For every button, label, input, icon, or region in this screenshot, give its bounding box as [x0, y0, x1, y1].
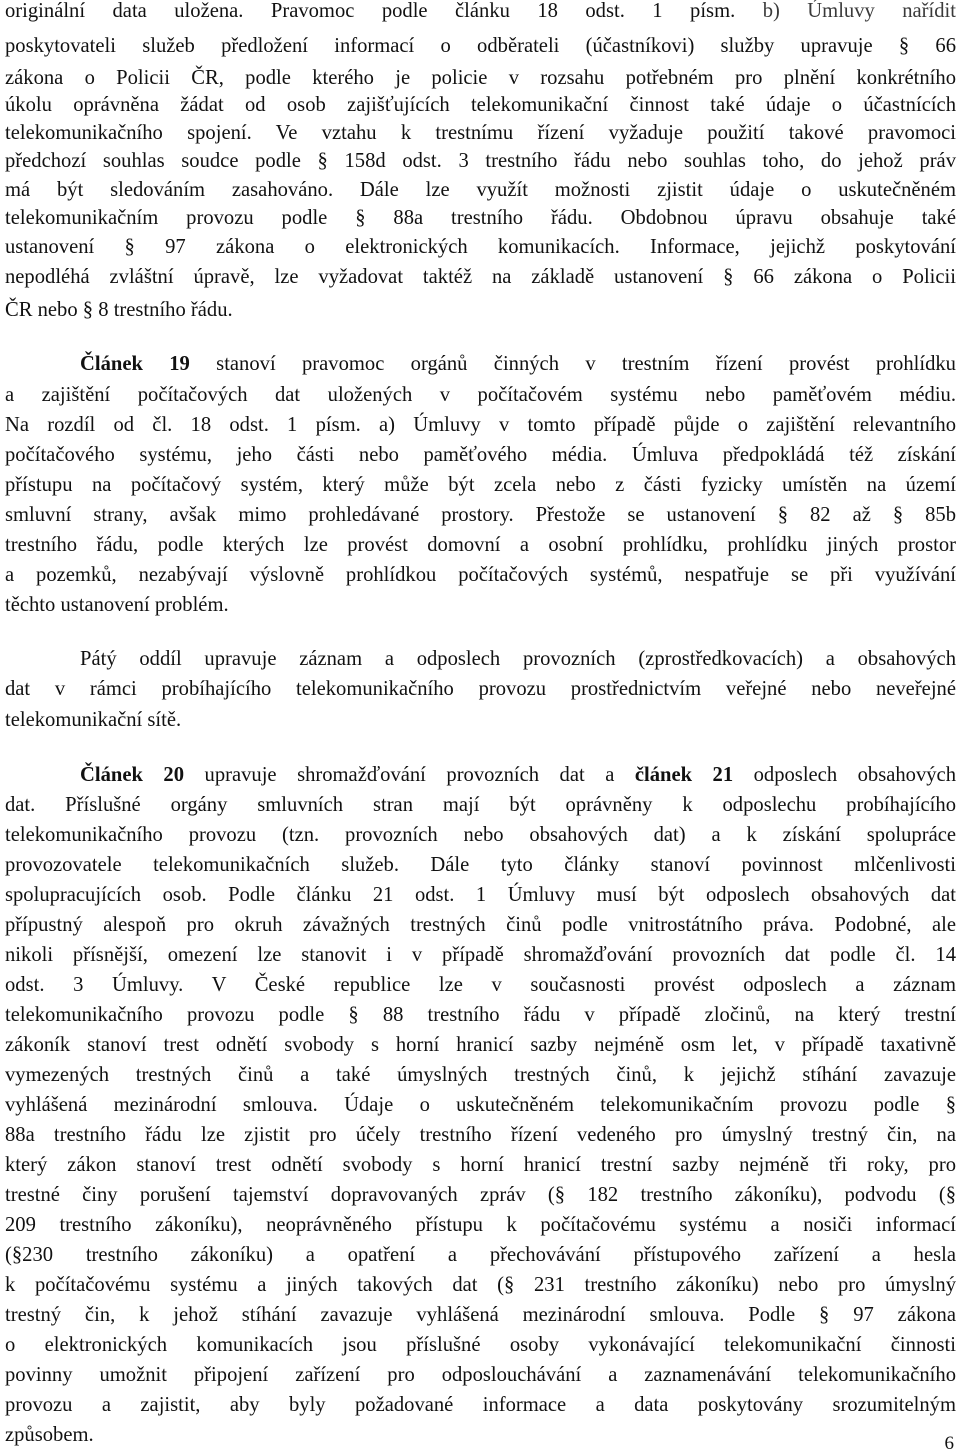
- text-line: zákona o Policii ČR, podle kterého je policie v rozsahu potřebném pro plnění konkrétního: [5, 67, 956, 89]
- text-line: telekomunikačního provozu (tzn. provozních nebo obsahových dat) a k získání spolupráce: [5, 824, 956, 846]
- text-line: vyhlášená mezinárodní smlouva. Údaje o uskutečněném telekomunikačním provozu podle §: [5, 1094, 956, 1116]
- text-line: 209 trestního zákoníku), neoprávněného přístupu k počítačovému systému a nosiči informací: [5, 1214, 956, 1236]
- text-line: ustanovení § 97 zákona o elektronických komunikacích. Informace, jejichž poskytování: [5, 236, 956, 258]
- text-line: přístupu na počítačový systém, který může být zcela nebo z části fyzicky umístěn na území: [5, 474, 956, 496]
- text-line: zákoník stanoví trest odnětí svobody s horní hranicí sazby nejméně osm let, v případě taxativně: [5, 1034, 956, 1056]
- text-line: nikoli přísnější, omezení lze stanovit i v případě shromažďování provozních dat podle čl. 14: [5, 944, 956, 966]
- text-line-dark: originální data uložena. Pravomoc podle článku 18 odst. 1 písm.: [5, 0, 736, 22]
- text-line: předchozí souhlas soudce podle § 158d odst. 3 trestního řádu nebo souhlas toho, do jehož práv: [5, 150, 956, 172]
- text-line: k počítačovému systému a jiných takových dat (§ 231 trestního zákoníku) nebo pro úmyslný: [5, 1274, 956, 1296]
- text-line: dat. Příslušné orgány smluvních stran mají být oprávněny k odposlechu probíhajícího: [5, 794, 956, 816]
- text-line: Pátý oddíl upravuje záznam a odposlech provozních (zprostředkovacích) a obsahových: [80, 648, 956, 670]
- page-number: 6: [944, 1433, 954, 1454]
- text-line: telekomunikačním provozu podle § 88a trestního řádu. Obdobnou úpravu obsahuje také: [5, 207, 956, 229]
- text-line: 88a trestního řádu lze zjistit pro účely trestního řízení vedeného pro úmyslný trestný čin, na: [5, 1124, 956, 1146]
- text-line: o elektronických komunikacích jsou příslušné osoby vykonávající telekomunikační činnosti: [5, 1334, 956, 1356]
- text-line: poskytovateli služeb předložení informací o odběrateli (účastníkovi) služby upravuje § 66: [5, 35, 956, 57]
- text-line: telekomunikačního provozu podle § 88 trestního řádu v případě zločinů, na který trestní: [5, 1004, 956, 1026]
- text-line: Článek 19 stanoví pravomoc orgánů činných v trestním řízení provést prohlídku: [80, 353, 956, 375]
- text-line: nepodléhá zvláštní úpravě, lze vyžadovat taktéž na základě ustanovení § 66 zákona o Policii: [5, 266, 956, 288]
- text-line-light: b) Úmluvy nařídit: [762, 0, 957, 22]
- text-line: smluvní strany, avšak mimo prohledávané prostory. Přestože se ustanovení § 82 až § 85b: [5, 504, 956, 526]
- text-line: má být sledováním zasahováno. Dále lze využít možnosti zjistit údaje o uskutečněném: [5, 179, 956, 201]
- text-line: trestního řádu, podle kterých lze provést domovní a osobní prohlídku, prohlídku jiných prostor: [5, 534, 956, 556]
- text-line: [5, 0, 956, 26]
- article-heading: Článek 19: [80, 353, 190, 375]
- text-line: přípustný alespoň pro okruh závažných trestných činů podle vnitrostátního práva. Podobné, ale: [5, 914, 956, 936]
- text-line: trestný čin, k jehož stíhání zavazuje vyhlášená mezinárodní smlouva. Podle § 97 zákona: [5, 1304, 956, 1326]
- text-line: těchto ustanovení problém.: [5, 594, 229, 616]
- text-line: a zajištění počítačových dat uložených v počítačovém systému nebo paměťovém médiu.: [5, 384, 956, 406]
- text-line: dat v rámci probíhajícího telekomunikačního provozu prostřednictvím veřejné nebo neveřejné: [5, 678, 956, 700]
- text-line: trestné činy porušení tajemství dopravovaných zpráv (§ 182 trestního zákoníku), podvodu (§: [5, 1184, 956, 1206]
- text-line: Na rozdíl od čl. 18 odst. 1 písm. a) Úmluvy v tomto případě půjde o zajištění relevantního: [5, 414, 956, 436]
- article-heading: Článek 20: [80, 764, 185, 786]
- text-line: vymezených trestných činů a také úmyslných trestných činů, k jejichž stíhání zavazuje: [5, 1064, 956, 1086]
- text-line: počítačového systému, jeho části nebo paměťového média. Úmluva předpokládá též získání: [5, 444, 956, 466]
- text-line: a pozemků, nezabývají výslovně prohlídkou počítačových systémů, nespatřuje se při využívání: [5, 564, 956, 586]
- text-line: provozovatele telekomunikačních služeb. Dále tyto články stanoví povinnost mlčenlivosti: [5, 854, 956, 876]
- text-line: povinny umožnit připojení zařízení pro odposlouchávání a zaznamenávání telekomunikačního: [5, 1364, 956, 1386]
- text-line: Článek 20 upravuje shromažďování provozních dat a článek 21 odposlech obsahových: [80, 764, 956, 786]
- text-line: (§230 trestního zákoníku) a opatření a přechovávání přístupového zařízení a hesla: [5, 1244, 956, 1266]
- text-line: provozu a zajistit, aby byly požadované informace a data poskytovány srozumitelným: [5, 1394, 956, 1416]
- text-line: ČR nebo § 8 trestního řádu.: [5, 299, 233, 321]
- text-line: telekomunikační sítě.: [5, 709, 182, 731]
- text-line: úkolu oprávněna žádat od osob zajišťujících telekomunikační činnost také údaje o účastnících: [5, 94, 956, 116]
- text-line: spolupracujících osob. Podle článku 21 odst. 1 Úmluvy musí být odposlech obsahových dat: [5, 884, 956, 906]
- text-line: který zákon stanoví trest odnětí svobody s horní hranicí trestní sazby nejméně tři roky, pro: [5, 1154, 956, 1176]
- text-line: odst. 3 Úmluvy. V České republice lze v současnosti provést odposlech a záznam: [5, 974, 956, 996]
- text-line: telekomunikačního spojení. Ve vztahu k trestnímu řízení vyžaduje použití takové pravomoci: [5, 122, 956, 144]
- text-line: způsobem.: [5, 1424, 94, 1446]
- article-heading: článek 21: [634, 764, 734, 786]
